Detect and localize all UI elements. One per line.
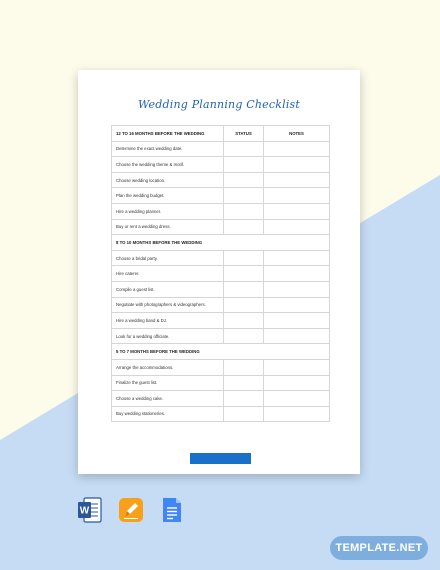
notes-cell[interactable] — [264, 375, 330, 391]
table-row — [112, 313, 330, 329]
svg-text:W: W — [79, 505, 90, 517]
status-cell[interactable] — [224, 188, 264, 204]
status-cell[interactable] — [224, 297, 264, 313]
table-row — [112, 250, 330, 266]
task-label: Plan the wedding budget. — [112, 188, 224, 204]
table-row — [112, 157, 330, 173]
table-row — [112, 391, 330, 407]
notes-cell[interactable] — [264, 203, 330, 219]
microsoft-word-icon[interactable] — [78, 497, 102, 523]
status-cell[interactable] — [224, 250, 264, 266]
download-bar[interactable] — [190, 453, 251, 464]
notes-cell[interactable] — [264, 157, 330, 173]
table-row — [112, 141, 330, 157]
task-label: Hire a wedding planner. — [112, 203, 224, 219]
status-cell[interactable] — [224, 313, 264, 329]
notes-cell[interactable] — [264, 391, 330, 407]
task-label: Compile a guest list. — [112, 281, 224, 297]
notes-cell[interactable] — [264, 313, 330, 329]
notes-cell[interactable] — [264, 250, 330, 266]
table-row — [112, 359, 330, 375]
task-label: Choose the wedding theme & motif. — [112, 157, 224, 173]
status-column-header: STATUS — [224, 126, 264, 142]
table-row — [112, 406, 330, 422]
task-label: Hire caterer. — [112, 266, 224, 282]
table-row — [112, 172, 330, 188]
notes-cell[interactable] — [264, 297, 330, 313]
checklist-table — [111, 125, 330, 422]
notes-cell[interactable] — [264, 141, 330, 157]
status-cell[interactable] — [224, 359, 264, 375]
notes-cell[interactable] — [264, 328, 330, 344]
notes-cell[interactable] — [264, 266, 330, 282]
status-cell[interactable] — [224, 266, 264, 282]
section-heading: 12 TO 16 MONTHS BEFORE THE WEDDING — [112, 126, 224, 142]
status-cell[interactable] — [224, 281, 264, 297]
section-heading: 8 TO 10 MONTHS BEFORE THE WEDDING — [112, 235, 330, 251]
task-label: Choose wedding location. — [112, 172, 224, 188]
template-net-badge[interactable]: TEMPLATE.NET — [330, 536, 428, 560]
status-cell[interactable] — [224, 406, 264, 422]
task-label: Buy wedding stationeries. — [112, 406, 224, 422]
google-docs-icon[interactable] — [160, 497, 184, 523]
notes-cell[interactable] — [264, 359, 330, 375]
apple-pages-icon[interactable] — [119, 497, 143, 523]
table-row — [112, 219, 330, 235]
notes-cell[interactable] — [264, 219, 330, 235]
table-header-row — [112, 126, 330, 142]
task-label: Choose a bridal party. — [112, 250, 224, 266]
task-label: Arrange the accommodations. — [112, 359, 224, 375]
table-row — [112, 375, 330, 391]
section-heading: 5 TO 7 MONTHS BEFORE THE WEDDING — [112, 344, 330, 360]
section-heading-row — [112, 344, 330, 360]
table-row — [112, 281, 330, 297]
table-row — [112, 328, 330, 344]
status-cell[interactable] — [224, 375, 264, 391]
task-label: Hire a wedding band & DJ. — [112, 313, 224, 329]
table-row — [112, 297, 330, 313]
task-label: Determine the exact wedding date. — [112, 141, 224, 157]
status-cell[interactable] — [224, 157, 264, 173]
status-cell[interactable] — [224, 219, 264, 235]
task-label: Negotiate with photographers & videographers. — [112, 297, 224, 313]
checklist-document — [78, 70, 360, 474]
task-label: Look for a wedding officiate. — [112, 328, 224, 344]
notes-cell[interactable] — [264, 281, 330, 297]
table-row — [112, 266, 330, 282]
document-title: Wedding Planning Checklist — [137, 98, 301, 111]
table-row — [112, 203, 330, 219]
table-row — [112, 188, 330, 204]
notes-cell[interactable] — [264, 406, 330, 422]
status-cell[interactable] — [224, 172, 264, 188]
task-label: Choose a wedding cake. — [112, 391, 224, 407]
status-cell[interactable] — [224, 141, 264, 157]
task-label: Finalize the guest list. — [112, 375, 224, 391]
notes-cell[interactable] — [264, 172, 330, 188]
task-label: Buy or rent a wedding dress. — [112, 219, 224, 235]
status-cell[interactable] — [224, 391, 264, 407]
section-heading-row — [112, 235, 330, 251]
notes-cell[interactable] — [264, 188, 330, 204]
status-cell[interactable] — [224, 328, 264, 344]
notes-column-header: NOTES — [264, 126, 330, 142]
status-cell[interactable] — [224, 203, 264, 219]
